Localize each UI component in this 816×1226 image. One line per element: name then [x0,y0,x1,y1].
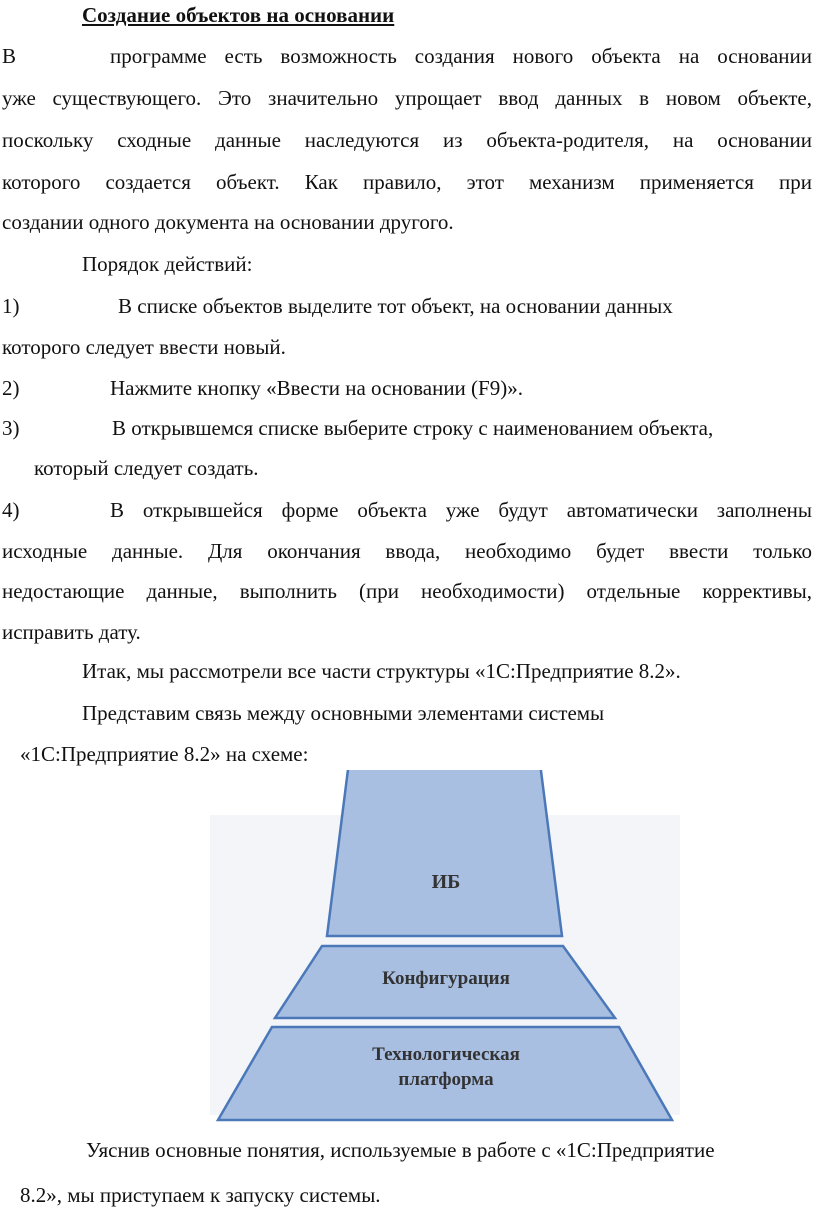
steps-title: Порядок действий: [82,252,253,276]
intro-line-3 [2,130,812,151]
summary-line-3: «1С:Предприятие 8.2» на схеме: [20,742,309,766]
step-4-line-3-text: недостающие данные, выполнить (при необходимости) отдельные коррективы, [2,579,812,603]
intro-line-2-text: уже существующего. Это значительно упрощает ввод данных в новом объекте, [2,86,812,110]
intro-line-2 [2,88,812,109]
pyramid-label-platform-2: платформа [398,1069,494,1090]
step-2-line-1: Нажмите кнопку «Ввести на основании (F9)». [110,376,523,400]
intro-line-4-text: которого создается объект. Как правило, этот механизм применяется при [2,170,812,194]
step-2-number: 2) [2,376,20,400]
pyramid-tier-top [327,770,562,936]
heading: Создание объектов на основании [82,3,395,27]
pyramid-label-configuration: Конфигурация [382,968,510,989]
step-1-number: 1) [2,294,20,318]
step-4-line-1 [110,500,812,521]
step-4-line-1-text: В открывшейся форме объекта уже будут автоматически заполнены [110,498,812,522]
step-1-line-2: которого следует ввести новый. [2,335,286,359]
step-4-line-2 [2,541,812,562]
pyramid-label-ib: ИБ [431,871,461,893]
pyramid-diagram [0,770,816,1140]
intro-line-4 [2,172,812,193]
summary-line-1: Итак, мы рассмотрели все части структуры «1С:Предприятие 8.2». [82,659,681,683]
step-4-line-4: исправить дату. [2,620,141,644]
step-3-line-1: В открывшемся списке выберите строку с наименованием объекта, [112,416,714,440]
closing-line-2: 8.2», мы приступаем к запуску системы. [20,1183,381,1207]
step-1-line-1: В списке объектов выделите тот объект, на основании данных [118,294,673,318]
step-4-number: 4) [2,498,20,522]
step-3-number: 3) [2,416,20,440]
intro-line-1-text: программе есть возможность создания нового объекта на основании [110,44,812,68]
step-4-line-2-text: исходные данные. Для окончания ввода, необходимо будет ввести только [2,539,812,563]
intro-line-1-word: В [2,44,17,68]
intro-line-1 [110,46,812,67]
step-4-line-3 [2,581,812,602]
closing-line-1: Уяснив основные понятия, используемые в работе с «1С:Предприятие [86,1138,715,1162]
intro-line-5: создании одного документа на основании другого. [2,210,454,234]
summary-line-2: Представим связь между основными элементами системы [82,701,605,725]
step-3-line-2: который следует создать. [34,456,259,480]
intro-line-3-text: поскольку сходные данные наследуются из объекта-родителя, на основании [2,128,812,152]
pyramid-label-platform-1: Технологическая [372,1044,520,1065]
